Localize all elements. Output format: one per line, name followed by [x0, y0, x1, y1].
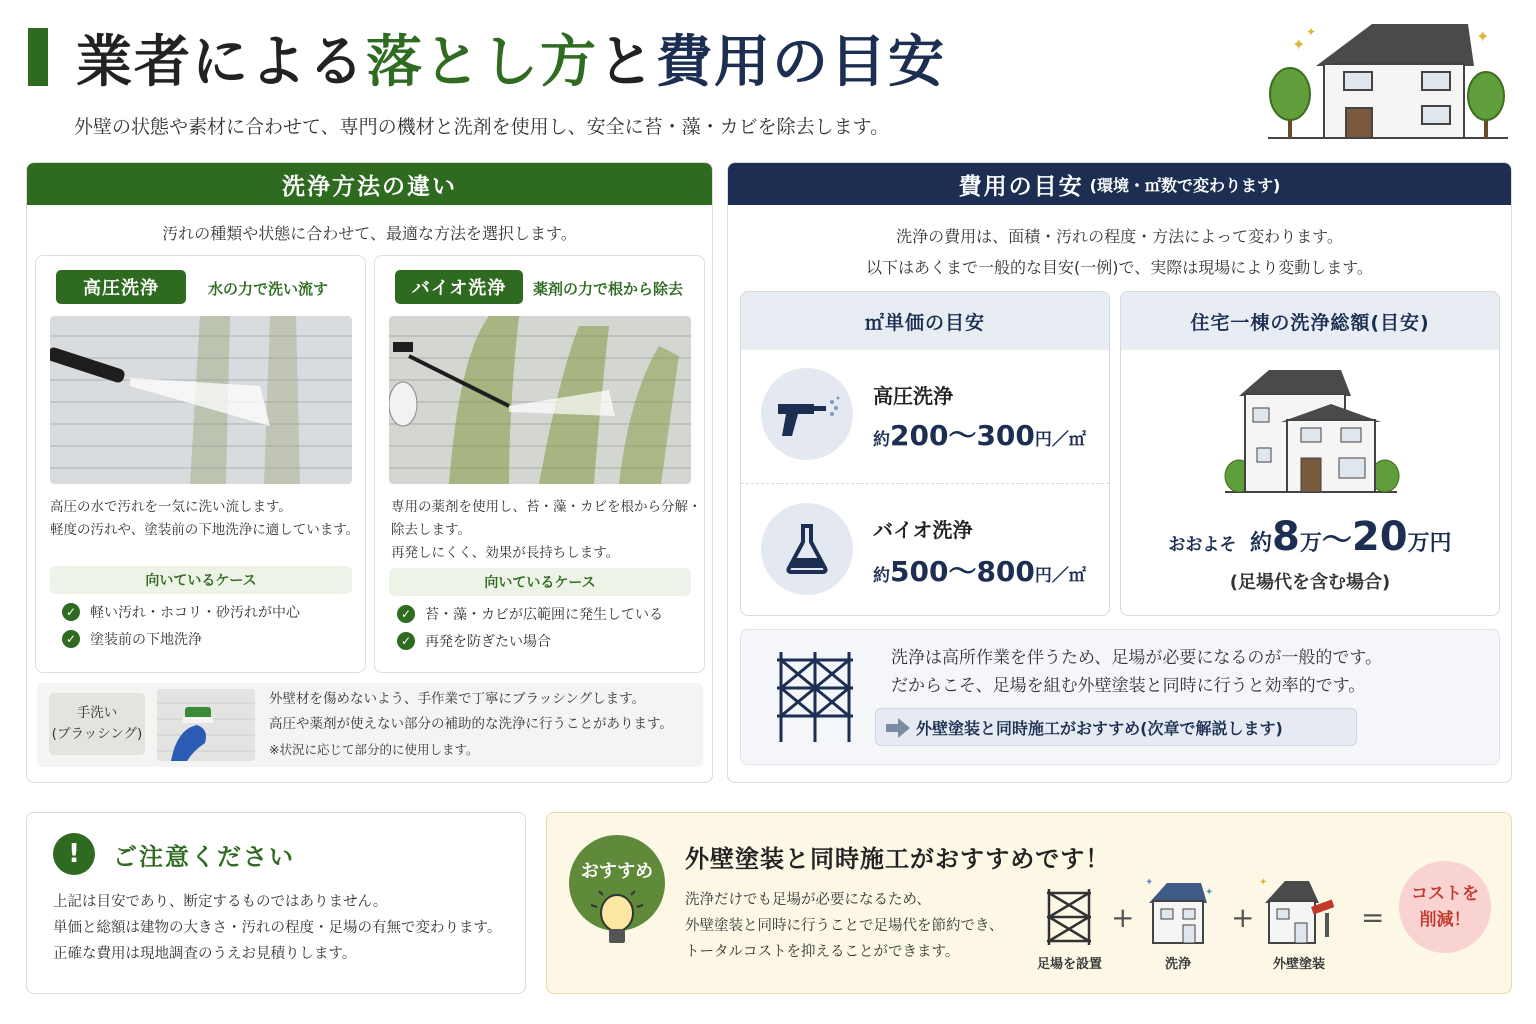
cost-reduction-line: コストを: [1411, 884, 1479, 904]
hand-wash-desc-line: ※状況に応じて部分的に使用します。: [269, 742, 479, 757]
bio-desc-line: 除去します。: [391, 522, 471, 538]
costs-lead-line: 洗浄の費用は、面積・汚れの程度・方法によって変わります。: [896, 227, 1343, 246]
plus-icon: +: [1231, 901, 1255, 934]
clean-house-icon: [1143, 873, 1213, 945]
bio-photo: [389, 316, 691, 484]
total-cost-head: 住宅一棟の洗浄総額(目安): [1121, 292, 1499, 350]
lightbulb-icon: [569, 835, 665, 961]
arrow-right-icon: [886, 718, 910, 738]
caution-line: 正確な費用は現地調査のうえお見積りします。: [53, 946, 357, 962]
costs-panel: [727, 162, 1512, 783]
unit-hp-price: [873, 414, 1086, 454]
price-unit: 円／㎡: [1034, 430, 1086, 450]
high-pressure-desc: [50, 496, 359, 542]
bio-suit-item: [397, 604, 663, 624]
title-part-4: 費用の目安: [656, 30, 946, 95]
bio-tag: バイオ洗浄: [395, 270, 523, 304]
methods-panel: [26, 162, 713, 783]
costs-heading: [728, 163, 1511, 205]
bio-suit-head: 向いているケース: [389, 568, 691, 596]
page-subtitle: 外壁の状態や素材に合わせて、専門の機材と洗剤を使用し、安全に苔・藻・カビを除去します。: [74, 116, 890, 138]
house-illustration-icon: [1262, 16, 1514, 142]
total-unit: 万円: [1407, 531, 1452, 556]
recommend-text: [685, 887, 1003, 965]
caution-line: 単価と総額は建物の大きさ・汚れの程度・足場の有無で変わります。: [53, 920, 502, 936]
svg-text:✦: ✦: [1292, 35, 1306, 54]
total-cost-amount: [1121, 514, 1499, 560]
pressure-gun-icon: [761, 368, 853, 460]
costs-heading-note: (環境・㎡数で変わります): [1089, 175, 1281, 195]
high-pressure-catch: 水の力で洗い流す: [208, 280, 329, 298]
hand-wash-label-line: (ブラッシング): [51, 726, 143, 742]
recommend-badge: [569, 835, 665, 961]
costs-heading-text: 費用の目安: [958, 173, 1084, 200]
recommend-title: 外壁塗装と同時施工がおすすめです！: [685, 845, 1111, 873]
check-icon: ✓: [62, 603, 80, 621]
house-icon: [1221, 366, 1401, 496]
title-part-1: 業者による: [76, 30, 366, 95]
unit-price-head: ㎡単価の目安: [741, 292, 1109, 350]
hand-brush-photo: [157, 689, 255, 761]
recommend-line: 外壁塗装と同時に行うことで足場代を節約でき、: [685, 918, 1004, 934]
svg-text:✦: ✦: [1205, 887, 1213, 898]
hand-wash-row: [37, 683, 703, 767]
title-part-3: と: [598, 30, 656, 95]
plus-icon: +: [1111, 901, 1135, 934]
exclamation-icon: !: [53, 833, 95, 875]
caution-title: ご注意ください: [113, 843, 295, 871]
high-pressure-suit-head: 向いているケース: [50, 566, 352, 594]
bio-card: [374, 255, 705, 673]
total-cost-note: (足場代を含む場合): [1229, 572, 1391, 593]
total-prefix: おおよそ: [1168, 535, 1237, 555]
bio-desc-line: 再発しにくく、効果が長持ちします。: [391, 545, 620, 561]
recommend-line: 洗浄だけでも足場が必要になるため、: [685, 892, 931, 908]
bio-desc-line: 専用の薬剤を使用し、苔・藻・カビを根から分解・: [391, 499, 702, 515]
check-icon: ✓: [62, 630, 80, 648]
high-pressure-card: [35, 255, 366, 673]
unit-price-card: [740, 291, 1110, 616]
scaffold-recommend-pill: [875, 708, 1357, 746]
total-high: 20: [1351, 514, 1408, 560]
title-accent-bar: [28, 28, 48, 86]
price-prefix: 約: [873, 566, 890, 586]
unit-bio-name: バイオ洗浄: [873, 518, 973, 542]
check-icon: ✓: [397, 632, 415, 650]
high-pressure-desc-line: 高圧の水で汚れを一気に洗い流します。: [50, 499, 292, 515]
check-icon: ✓: [397, 605, 415, 623]
total-unit: 万: [1299, 531, 1322, 556]
scaffold-recommend-label: 外壁塗装と同時施工がおすすめ(次章で解説します): [916, 718, 1283, 738]
cost-reduction-line: 削減！: [1419, 910, 1471, 930]
unit-bio-price: [873, 550, 1086, 590]
flow-caption-scaffold: 足場を設置: [1037, 957, 1103, 972]
high-pressure-suit-item: [62, 629, 202, 649]
bio-suit-item: [397, 631, 551, 651]
unit-hp-name: 高圧洗浄: [873, 384, 953, 408]
caution-line: 上記は目安であり、断定するものではありません。: [53, 894, 388, 910]
total-low: 8: [1272, 514, 1300, 560]
suit-item-label: 塗装前の下地洗浄: [90, 632, 202, 648]
svg-text:✦: ✦: [1476, 27, 1490, 46]
hand-wash-desc-line: 高圧や薬剤が使えない部分の補助的な洗浄に行うことがあります。: [269, 716, 673, 732]
paint-house-icon: [1259, 873, 1335, 945]
total-tilde: 〜: [1321, 523, 1352, 558]
flow-caption-wash: 洗浄: [1165, 957, 1192, 972]
suit-item-label: 再発を防ぎたい場合: [425, 634, 551, 650]
scaffold-text-line: 洗浄は高所作業を伴うため、足場が必要になるのが一般的です。: [891, 648, 1382, 668]
high-pressure-desc-line: 軽度の汚れや、塗装前の下地洗浄に適しています。: [50, 522, 360, 538]
high-pressure-photo: [50, 316, 352, 484]
caution-text: [53, 889, 501, 967]
price-prefix: 約: [873, 430, 890, 450]
price-range: 200〜300: [890, 419, 1035, 452]
equals-icon: =: [1361, 901, 1385, 934]
hand-wash-label: [49, 693, 145, 755]
caution-card: [26, 812, 526, 994]
svg-text:✦: ✦: [1145, 877, 1154, 888]
flask-icon: [761, 503, 853, 595]
recommend-line: トータルコストを抑えることができます。: [685, 944, 960, 960]
scaffold-card: [740, 629, 1500, 765]
total-approx: 約: [1250, 531, 1273, 556]
price-range: 500〜800: [890, 555, 1035, 588]
bio-desc: [391, 496, 702, 565]
methods-heading: 洗浄方法の違い: [27, 163, 712, 205]
price-unit: 円／㎡: [1034, 566, 1086, 586]
costs-lead: [728, 221, 1511, 283]
svg-text:✦: ✦: [1306, 25, 1317, 39]
cost-reduction-badge: [1399, 861, 1491, 953]
recommend-card: [546, 812, 1512, 994]
page-title: [76, 18, 946, 98]
svg-text:✦: ✦: [1259, 877, 1268, 888]
hand-wash-desc: [269, 687, 673, 762]
unit-divider: [741, 483, 1109, 484]
scaffold-icon: [1045, 887, 1093, 947]
suit-item-label: 苔・藻・カビが広範囲に発生している: [425, 607, 663, 623]
high-pressure-tag: 高圧洗浄: [56, 270, 186, 304]
hand-wash-label-line: 手洗い: [76, 705, 118, 721]
scaffold-text-line: だからこそ、足場を組む外壁塗装と同時に行うと効率的です。: [891, 676, 1366, 696]
bio-catch: 薬剤の力で根から除去: [533, 280, 684, 298]
hand-wash-desc-line: 外壁材を傷めないよう、手作業で丁寧にブラッシングします。: [269, 691, 646, 707]
title-part-2: 落とし方: [366, 30, 598, 95]
recommend-badge-label: おすすめ: [580, 861, 654, 882]
suit-item-label: 軽い汚れ・ホコリ・砂汚れが中心: [90, 605, 300, 621]
high-pressure-suit-item: [62, 602, 300, 622]
total-cost-card: [1120, 291, 1500, 616]
scaffold-icon: [775, 650, 855, 744]
flow-caption-paint: 外壁塗装: [1273, 957, 1326, 972]
methods-lead: 汚れの種類や状態に合わせて、最適な方法を選択します。: [162, 224, 577, 243]
scaffold-text: [891, 644, 1382, 700]
costs-lead-line: 以下はあくまで一般的な目安(一例)で、実際は現場により変動します。: [866, 258, 1373, 277]
